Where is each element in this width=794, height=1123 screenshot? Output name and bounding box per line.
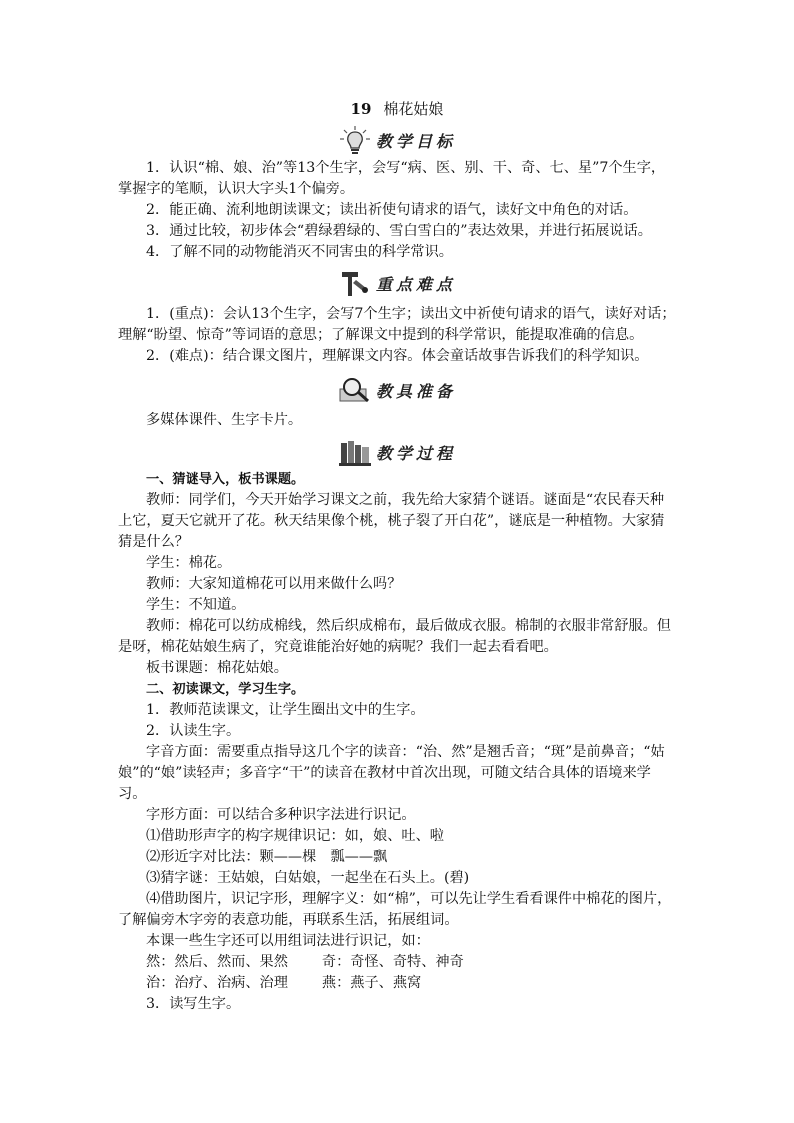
word-group: 治：治疗、治病、治理 <box>146 975 288 991</box>
paragraph: 学生：棉花。 <box>146 555 232 571</box>
process-body <box>118 469 678 1015</box>
prep-text <box>118 410 678 431</box>
paragraph: 2．认读生字。 <box>146 723 241 739</box>
list-item: 2．能正确、流利地朗读课文；读出祈使句请求的语气，读好文中角色的对话。 <box>146 202 638 218</box>
subsection-title: 一、猜谜导入，板书课题。 <box>146 472 305 487</box>
paragraph: 教师：同学们，今天开始学习课文之前，我先给大家猜个谜语。谜面是“农民春天种上它，夏天它就开了花。秋天结果像个桃，桃子裂了开白花”，谜底是一种植物。大家猜猜是什么？ <box>118 492 665 550</box>
word-group: 燕：燕子、燕窝 <box>321 975 422 991</box>
pushpin-icon <box>338 268 372 298</box>
paragraph: 1．教师范读课文，让学生圈出文中的生字。 <box>146 702 425 718</box>
paragraph: ⑷借助图片，识记字形，理解字义：如“棉”，可以先让学生看看课件中棉花的图片，了解偏旁木字旁的表意功能，再联系生活，拓展组词。 <box>118 891 672 928</box>
section-heading-prep <box>0 374 794 406</box>
paragraph: 教师：棉花可以纺成棉线，然后织成棉布，最后做成衣服。棉制的衣服非常舒服。但是呀，棉花姑娘生病了，究竟谁能治好她的病呢？我们一起去看看吧。 <box>118 618 671 655</box>
section-label: 教具准备 <box>375 381 456 401</box>
list-item: 3．通过比较，初步体会“碧绿碧绿的、雪白雪白的”表达效果，并进行拓展说话。 <box>146 223 652 239</box>
paragraph: 本课一些生字还可以用组词法进行识记，如： <box>146 933 430 949</box>
word-group-row <box>118 952 678 973</box>
list-item: 1．认识“棉、娘、治”等13个生字，会写“病、医、别、干、奇、七、星”7个生字，掌握字的笔顺，认识大字头1个偏旁。 <box>118 160 666 197</box>
paragraph: 字音方面：需要重点指导这几个字的读音：“治、然”是翘舌音；“斑”是前鼻音；“姑娘”的“娘”读轻声；多音字“干”的读音在教材中首次出现，可随文结合具体的语境来学习。 <box>118 744 665 802</box>
paragraph: 教师：大家知道棉花可以用来做什么吗？ <box>146 576 402 592</box>
section-label: 重点难点 <box>375 274 456 294</box>
key-list <box>118 304 678 367</box>
lesson-number: 19 <box>350 100 372 118</box>
prep-line: 多媒体课件、生字卡片。 <box>146 412 303 428</box>
subsection-title: 二、初读课文，学习生字。 <box>146 682 305 697</box>
section-heading-goals <box>0 124 794 156</box>
list-item: 1．(重点)：会认13个生字，会写7个生字；读出文中祈使句请求的语气，读好对话；理解“盼望、惊奇”等词语的意思；了解课文中提到的科学常识，能提取准确的信息。 <box>118 306 676 343</box>
list-item: 4．了解不同的动物能消灭不同害虫的科学常识。 <box>146 244 453 260</box>
lightbulb-icon <box>338 125 372 155</box>
word-group: 奇：奇怪、奇特、神奇 <box>321 954 464 970</box>
paragraph: 3．读写生字。 <box>146 996 241 1012</box>
paragraph: 板书课题：棉花姑娘。 <box>146 660 288 676</box>
paragraph: ⑶猜字谜：王姑娘，白姑娘，一起坐在石头上。(碧) <box>146 870 470 886</box>
word-group: 然：然后、然而、果然 <box>146 954 288 970</box>
paragraph: 字形方面：可以结合多种识字法进行识记。 <box>146 807 416 823</box>
section-heading-key <box>0 267 794 299</box>
lesson-title <box>0 98 794 119</box>
paragraph: ⑵形近字对比法：颗——棵 瓢——飘 <box>146 849 388 865</box>
word-group-row <box>118 973 678 994</box>
goals-list <box>118 158 678 263</box>
paragraph: ⑴借助形声字的构字规律识记：如，娘、吐、啦 <box>146 828 444 844</box>
magnifier-icon <box>338 375 372 405</box>
lesson-title-text: 棉花姑娘 <box>383 100 444 118</box>
section-label: 教学过程 <box>375 443 456 463</box>
paragraph: 学生：不知道。 <box>146 597 246 613</box>
books-icon <box>338 437 372 467</box>
section-label: 教学目标 <box>375 131 456 151</box>
section-heading-process <box>0 436 794 468</box>
list-item: 2．(难点)：结合课文图片，理解课文内容。体会童话故事告诉我们的科学知识。 <box>146 348 649 364</box>
